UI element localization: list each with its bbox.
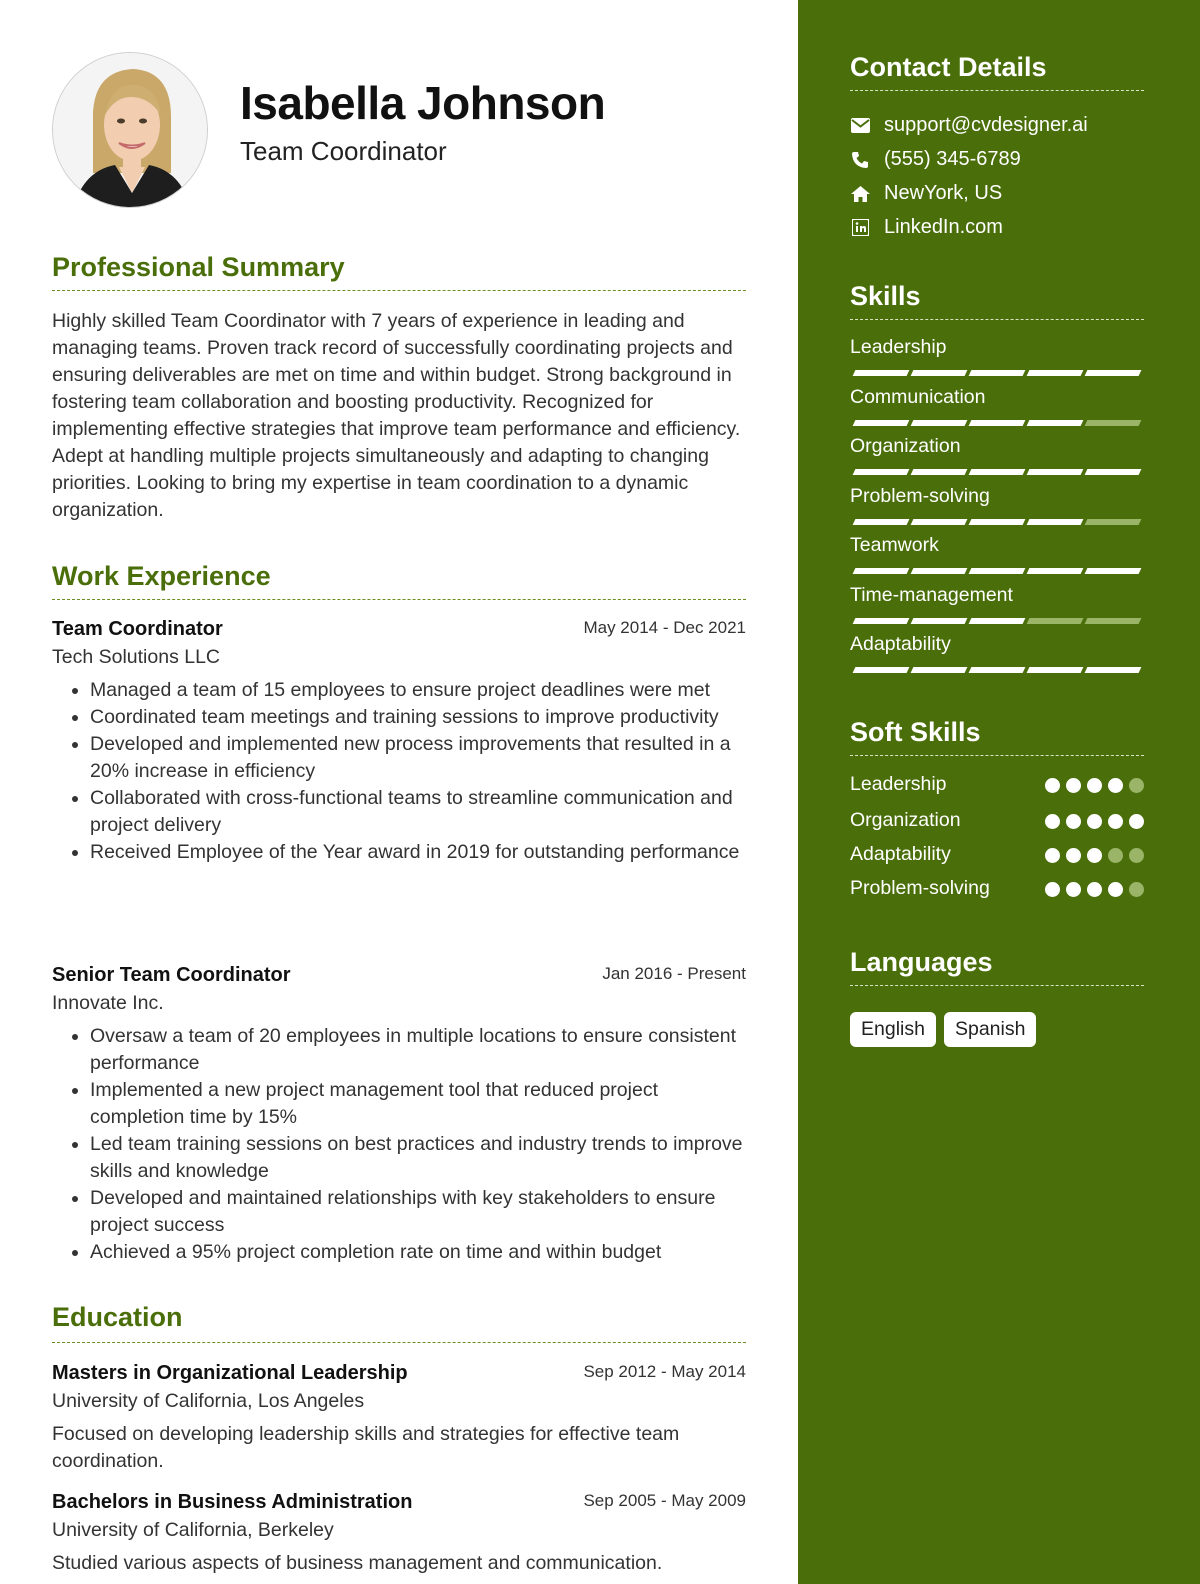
soft-skill-label: Adaptability <box>850 843 951 865</box>
rating-dot <box>1087 848 1102 863</box>
skills-divider <box>850 319 1144 320</box>
skill-level-bar <box>850 370 1144 376</box>
rating-dot <box>1045 814 1060 829</box>
rating-dot <box>1108 778 1123 793</box>
skill-level-segment <box>853 519 910 525</box>
school-name: University of California, Los Angeles <box>52 1390 365 1412</box>
job-dates: May 2014 - Dec 2021 <box>583 618 746 637</box>
job-entry <box>52 964 746 1266</box>
skills-heading: Skills <box>850 281 921 311</box>
soft-skill-rating <box>1045 882 1144 897</box>
profile-photo <box>52 52 208 208</box>
rating-dot <box>1129 848 1144 863</box>
soft-skill-rating <box>1045 778 1144 793</box>
job-bullets <box>52 1023 746 1266</box>
location-text: NewYork, US <box>884 182 1003 204</box>
rating-dot <box>1129 814 1144 829</box>
job-entry <box>52 618 746 866</box>
soft-skills-heading: Soft Skills <box>850 717 981 747</box>
skill-level-segment <box>911 519 968 525</box>
education-divider <box>52 1342 746 1343</box>
contact-linkedin[interactable] <box>850 216 1003 239</box>
skill-level-segment <box>853 469 910 475</box>
experience-heading: Work Experience <box>52 561 271 591</box>
candidate-title: Team Coordinator <box>240 136 447 166</box>
rating-dot <box>1087 778 1102 793</box>
languages-list <box>850 1012 1036 1047</box>
skill-level-segment <box>969 370 1026 376</box>
contact-email[interactable] <box>850 114 1088 137</box>
rating-dot <box>1066 848 1081 863</box>
skill-level-segment <box>853 618 910 624</box>
list-item: • Led team training sessions on best practices and industry trends to improve skills and knowledge <box>90 1131 746 1185</box>
rating-dot <box>1087 814 1102 829</box>
contact-phone[interactable] <box>850 148 1021 171</box>
education-description: Studied various aspects of business management and communication. <box>52 1552 663 1574</box>
skill-label: Adaptability <box>850 633 951 655</box>
list-item: • Received Employee of the Year award in 2019 for outstanding performance <box>90 839 746 866</box>
contact-divider <box>850 90 1144 91</box>
degree-title: Masters in Organizational Leadership <box>52 1362 408 1384</box>
education-heading: Education <box>52 1302 183 1332</box>
skill-level-segment <box>1027 370 1084 376</box>
skill-level-segment <box>969 618 1026 624</box>
skill-level-segment <box>969 519 1026 525</box>
list-item: • Developed and maintained relationships with key stakeholders to ensure project success <box>90 1185 746 1239</box>
education-description: Focused on developing leadership skills and strategies for effective team coordination. <box>52 1423 680 1472</box>
home-icon <box>850 184 870 204</box>
skill-level-segment <box>969 469 1026 475</box>
skill-level-segment <box>911 370 968 376</box>
education-dates: Sep 2005 - May 2009 <box>583 1491 746 1510</box>
languages-heading: Languages <box>850 947 993 977</box>
skill-level-segment <box>969 667 1026 673</box>
education-entry <box>52 1491 746 1577</box>
skill-level-segment <box>911 420 968 426</box>
rating-dot <box>1066 882 1081 897</box>
soft-skill-label: Problem-solving <box>850 877 990 899</box>
list-item: • Implemented a new project management tool that reduced project completion time by 15% <box>90 1077 746 1131</box>
rating-dot <box>1108 882 1123 897</box>
job-bullets <box>52 677 746 866</box>
skill-level-bar <box>850 469 1144 475</box>
skill-level-segment <box>911 667 968 673</box>
list-item: • Developed and implemented new process improvements that resulted in a 20% increase in efficiency <box>90 731 746 785</box>
skill-label: Problem-solving <box>850 484 990 507</box>
experience-divider <box>52 599 746 600</box>
rating-dot <box>1066 814 1081 829</box>
skill-level-segment <box>1027 519 1084 525</box>
soft-skill-label: Leadership <box>850 773 947 795</box>
linkedin-text: LinkedIn.com <box>884 216 1003 238</box>
skill-level-segment <box>853 370 910 376</box>
skill-level-segment <box>853 420 910 426</box>
skill-level-segment <box>1085 519 1142 525</box>
skill-level-segment <box>911 568 968 574</box>
envelope-icon <box>850 116 870 136</box>
list-item: • Achieved a 95% project completion rate on time and within budget <box>90 1239 746 1266</box>
skill-level-bar <box>850 618 1144 624</box>
skill-level-segment <box>1085 370 1142 376</box>
school-name: University of California, Berkeley <box>52 1519 334 1541</box>
sidebar <box>798 0 1200 1584</box>
skill-level-bar <box>850 568 1144 574</box>
job-title: Senior Team Coordinator <box>52 964 291 986</box>
summary-text: Highly skilled Team Coordinator with 7 years of experience in leading and managing teams. Proven track record of successfully coordinating projects and ensuring deliverables are met on time and within budget. Strong background in fostering team collaboration and boosting productivity. Recognized for implementing effective strategies that improve team performance and efficiency. Adept at handling multiple projects simultaneously and adapting to changing priorities. Looking to bring my expertise in team coordination to a dynamic organization. <box>52 310 741 521</box>
list-item: • Collaborated with cross-functional teams to streamline communication and project delivery <box>90 785 746 839</box>
rating-dot <box>1108 814 1123 829</box>
education-dates: Sep 2012 - May 2014 <box>583 1362 746 1381</box>
list-item: • Coordinated team meetings and training sessions to improve productivity <box>90 704 746 731</box>
skill-level-segment <box>969 420 1026 426</box>
skill-label: Teamwork <box>850 534 939 556</box>
rating-dot <box>1129 882 1144 897</box>
contact-heading: Contact Details <box>850 52 1047 82</box>
soft-skills-divider <box>850 755 1144 756</box>
job-title: Team Coordinator <box>52 618 223 640</box>
skill-level-segment <box>1027 568 1084 574</box>
skill-level-segment <box>853 667 910 673</box>
soft-skill-row <box>850 773 1144 799</box>
skill-level-bar <box>850 667 1144 673</box>
skill-level-segment <box>911 469 968 475</box>
phone-icon <box>850 150 870 170</box>
skill-level-bar <box>850 519 1144 525</box>
skill-label: Organization <box>850 435 961 457</box>
summary-divider <box>52 290 746 291</box>
summary-heading: Professional Summary <box>52 252 345 282</box>
skill-label: Time-management <box>850 583 1013 606</box>
skill-level-segment <box>1085 469 1142 475</box>
rating-dot <box>1129 778 1144 793</box>
skill-level-segment <box>1085 667 1142 673</box>
phone-text: (555) 345-6789 <box>884 148 1021 170</box>
list-item: • Managed a team of 15 employees to ensure project deadlines were met <box>90 677 746 704</box>
soft-skill-row <box>850 809 1144 835</box>
soft-skill-rating <box>1045 848 1144 863</box>
skill-level-segment <box>1085 568 1142 574</box>
soft-skill-row <box>850 877 1144 903</box>
skill-label: Communication <box>850 385 986 408</box>
rating-dot <box>1045 778 1060 793</box>
language-tag: English <box>850 1012 936 1047</box>
skill-level-segment <box>1085 420 1142 426</box>
linkedin-icon <box>850 218 870 238</box>
avatar <box>53 53 208 208</box>
rating-dot <box>1045 848 1060 863</box>
skill-level-segment <box>911 618 968 624</box>
skill-level-segment <box>1027 618 1084 624</box>
soft-skill-rating <box>1045 814 1144 829</box>
job-company: Tech Solutions LLC <box>52 646 221 668</box>
degree-title: Bachelors in Business Administration <box>52 1491 413 1513</box>
soft-skill-label: Organization <box>850 809 961 831</box>
job-company: Innovate Inc. <box>52 992 164 1014</box>
skill-level-segment <box>853 568 910 574</box>
contact-location <box>850 182 1002 205</box>
soft-skill-row <box>850 843 1144 869</box>
candidate-name: Isabella Johnson <box>240 77 606 129</box>
languages-divider <box>850 985 1144 986</box>
list-item: • Oversaw a team of 20 employees in multiple locations to ensure consistent performance <box>90 1023 746 1077</box>
rating-dot <box>1045 882 1060 897</box>
rating-dot <box>1108 848 1123 863</box>
job-dates: Jan 2016 - Present <box>602 964 746 983</box>
skill-level-segment <box>1027 667 1084 673</box>
rating-dot <box>1066 778 1081 793</box>
skill-level-bar <box>850 420 1144 426</box>
skill-level-segment <box>1085 618 1142 624</box>
skill-label: Leadership <box>850 336 947 358</box>
skill-level-segment <box>1027 469 1084 475</box>
skill-level-segment <box>969 568 1026 574</box>
rating-dot <box>1087 882 1102 897</box>
language-tag: Spanish <box>944 1012 1036 1047</box>
education-entry <box>52 1362 746 1475</box>
skill-level-segment <box>1027 420 1084 426</box>
email-text: support@cvdesigner.ai <box>884 114 1088 136</box>
